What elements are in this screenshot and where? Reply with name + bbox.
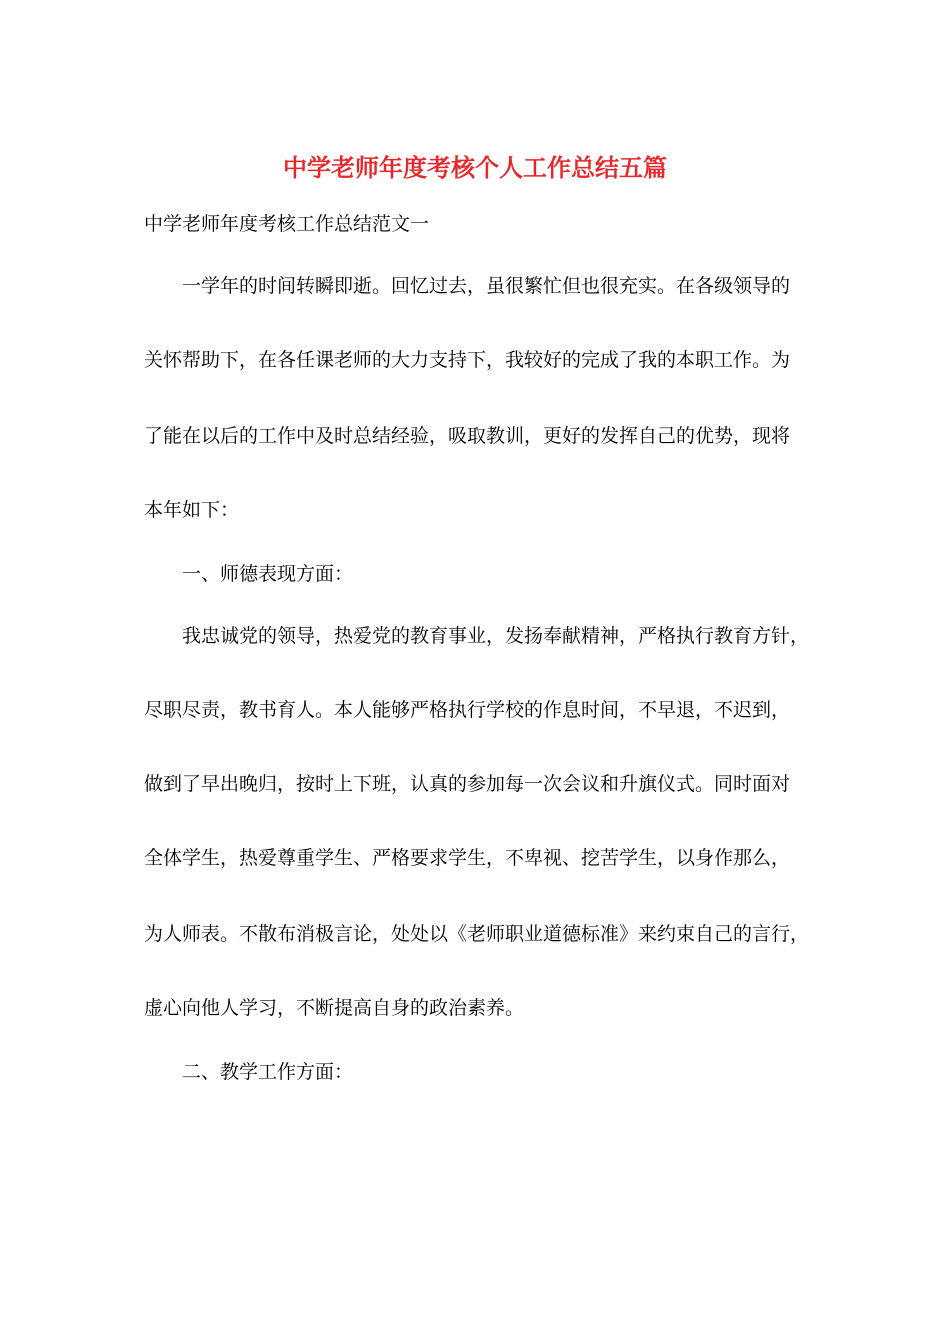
paragraph-line: 全体学生，热爱尊重学生、严格要求学生，不卑视、挖苦学生，以身作那么，	[144, 847, 791, 869]
paragraph-line: 本年如下：	[144, 499, 240, 521]
section-heading: 中学老师年度考核工作总结范文一	[144, 213, 430, 235]
subsection-heading: 一、师德表现方面：	[182, 563, 354, 585]
paragraph-line: 做到了早出晚归，按时上下班，认真的参加每一次会议和升旗仪式。同时面对	[144, 773, 791, 795]
paragraph-line: 了能在以后的工作中及时总结经验，吸取教训，更好的发挥自己的优势，现将	[144, 425, 791, 447]
subsection-heading: 二、教学工作方面：	[182, 1061, 354, 1083]
document-title: 中学老师年度考核个人工作总结五篇	[283, 153, 667, 182]
paragraph-line: 一学年的时间转瞬即逝。回忆过去，虽很繁忙但也很充实。在各级领导的	[182, 275, 791, 297]
paragraph-line: 为人师表。不散布消极言论，处处以《老师职业道德标准》来约束自己的言行，	[144, 923, 810, 945]
paragraph-line: 我忠诚党的领导，热爱党的教育事业，发扬奉献精神，严格执行教育方针，	[182, 625, 810, 647]
paragraph-line: 关怀帮助下，在各任课老师的大力支持下，我较好的完成了我的本职工作。为	[144, 349, 791, 371]
paragraph-line: 虚心向他人学习，不断提高自身的政治素养。	[144, 997, 525, 1019]
paragraph-line: 尽职尽责，教书育人。本人能够严格执行学校的作息时间，不早退，不迟到，	[144, 699, 791, 721]
